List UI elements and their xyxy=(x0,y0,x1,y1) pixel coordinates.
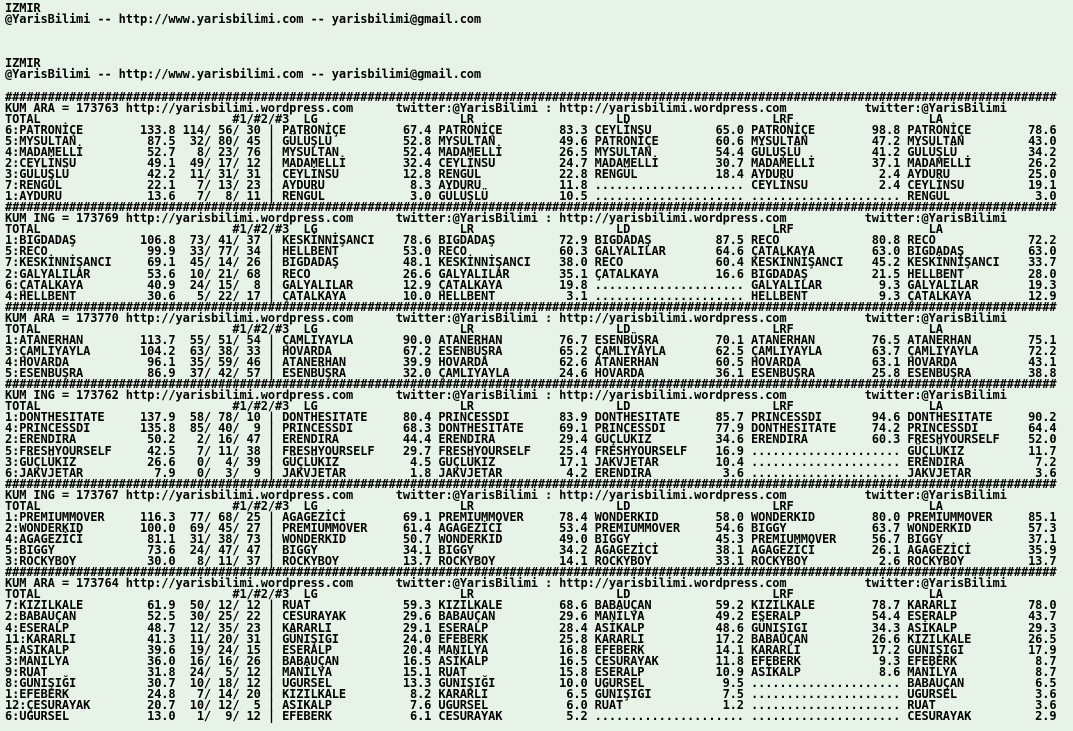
horse-row: 7:KIZILKALE 61.9 50/ 12/ 12 | RUAT 59.3 KIZILKALE 68.6 BABAUÇAN 59.2 KIZILKALE 78.7 KARARLI 78.0 xyxy=(5,598,1057,613)
horse-row: 9:RUAT 31.8 24/ 5/ 12 | MANİLYA 15.1 RUAT 15.8 ESERALP 10.9 ASİKALP 8.6 MANİLYA 8.7 xyxy=(5,664,1057,679)
horse-row: 12:ÇESURAYAK 20.7 10/ 12/ 5 | ASIKALP 7.6 UGURSEL 6.0 RUAT 1.2 ..................... RUAT 3.6 xyxy=(5,697,1057,712)
horse-row: 3:MANILYA 36.0 16/ 16/ 26 | BABAUÇAN 16.5 ASİKALP 16.5 CESURAYAK 11.8 EFEBERK 9.3 EFEBERK 8.7 xyxy=(5,653,1057,668)
horse-row: 8:GÜNIŞIĞI 30.7 10/ 18/ 12 | UGURSEL 13.3 GÜNIŞIĞI 10.0 UGURSEL 9.5 ..................... BABAUÇAN 6.5 xyxy=(5,675,1057,690)
horse-row: 4:MADAMELLİ 52.7 8/ 23/ 76 | MYSULTAN 52.4 MADAMELLİ 26.5 MYSULTAN 54.4 GÜLÜŞLÜ 41.2 GÜLÜŞLÜ 34.2 xyxy=(5,144,1057,159)
columns-header-line: TOTAL #1/#2/#3 LG LR LD LRF LA xyxy=(5,321,943,336)
horse-row: 1:PREMIUMMOVER 116.3 77/ 68/ 25 | AGAGEZİCİ 69.1 PREMIUMMOVER 78.4 WONDERKID 58.0 WONDERKID 80.0 PREMIUMMOVER 85.1 xyxy=(5,509,1057,524)
horse-row: 3:ROCKYBOY 30.0 8/ 11/ 37 | ROCKYBOY 13.7 ROCKYBOY 14.1 ROCKYBOY 33.1 ROCKYBOY 2.6 ROCKYBOY 13.7 xyxy=(5,554,1057,569)
horse-row: 1:BIGDADAŞ 106.8 73/ 41/ 37 | KESKİNNİŞANCI 78.6 BIGDADAŞ 72.9 BIGDADAŞ 87.5 RECO 80.8 RECO 72.2 xyxy=(5,233,1057,248)
blank-line xyxy=(5,25,1073,36)
horse-row: 1:ATANERHAN 113.7 55/ 51/ 54 | ÇAMLIYAYLA 90.0 ATANERHAN 76.7 ESENBÜŞRA 70.1 ATANERHAN 76.5 ATANERHAN 75.1 xyxy=(5,332,1057,347)
horse-row: 1:DONTHESITATE 137.9 58/ 78/ 10 | DONTHESITATE 80.4 PRINCESSDI 83.9 DONTHESITATE 85.7 PRINCESSDI 94.6 DONTHESITATE 90.2 xyxy=(5,410,1057,425)
contact-line: @YarisBilimi -- http://www.yarisbilimi.com -- yarisbilimi@gmail.com xyxy=(5,67,482,82)
horse-row: 3:ÇAMLIYAYLA 104.2 63/ 38/ 33 | HOVARDA 67.2 ESENBÜŞRA 65.2 ÇAMLIYAYLA 62.5 ÇAMLIYAYLA 63.7 ÇAMLIYAYLA 72.2 xyxy=(5,343,1057,358)
separator-line: #################################################################################################################################################### xyxy=(5,476,1057,491)
horse-row: 4:AGAGEZİCİ 81.1 31/ 38/ 73 | WONDERKID 50.7 WONDERKID 49.0 BIGGY 45.3 PREMIUMMOVER 56.7 BIGGY 37.1 xyxy=(5,532,1057,546)
horse-row: 5:ESENBÜŞRA 86.9 37/ 42/ 57 | ESENBÜŞRA 32.0 ÇAMLIYAYLA 24.6 HOVARDA 36.1 ESENBÜŞRA 25.8 ESENBÜŞRA 38.8 xyxy=(5,366,1057,381)
columns-header-line: TOTAL #1/#2/#3 LG LR LD LRF LA xyxy=(5,587,943,602)
race-header-line: KUM ING = 173767 http://yarisbilimi.wordpress.com twitter:@YarisBilimi : http://yarisbilimi.wordpress.com twitter:@YarisBilimi xyxy=(5,487,1007,502)
horse-row: 5:BIGGY 73.6 24/ 47/ 47 | BIGGY 34.1 BIGGY 34.2 AGAGEZİCİ 38.1 AGAGEZİCİ 26.1 AGAGEZİCİ 35.9 xyxy=(5,543,1057,558)
race-header-line: KUM ING = 173762 http://yarisbilimi.wordpress.com twitter:@YarisBilimi : http://yarisbilimi.wordpress.com twitter:@YarisBilimi xyxy=(5,388,1007,403)
horse-row: 6:ÇATALKAYA 40.9 24/ 15/ 8 | GALYALILAR 12.9 ÇATALKAYA 19.8 ..................... GALYALILAR 9.3 GALYALILAR 19.3 xyxy=(5,277,1057,292)
report-sections xyxy=(5,89,1073,723)
horse-row: 5:FRESHYOURSELF 42.5 7/ 11/ 38 | FRESHYOURSELF 29.7 FRESHYOURSELF 25.4 FRESHYOURSELF 16.9 ..................... GÜÇLÜKIZ 11.7 xyxy=(5,443,1057,458)
horse-row: 4:HOVARDA 96.1 35/ 59/ 46 | ATANERHAN 39.9 HOVARDA 62.6 ATANERHAN 60.5 HOVARDA 63.1 HOVARDA 43.1 xyxy=(5,355,1057,369)
columns-header-line: TOTAL #1/#2/#3 LG LR LD LRF LA xyxy=(5,399,943,414)
horse-row: 4:ESERALP 48.7 12/ 35/ 23 | KARARLI 29.1 ESERALP 28.4 ASİKALP 48.6 GÜNIŞIGI 34.3 ASİKALP 29.3 xyxy=(5,620,1057,635)
blank-line xyxy=(5,36,1073,47)
columns-header-line: TOTAL #1/#2/#3 LG LR LD LRF LA xyxy=(5,498,943,513)
separator-line: #################################################################################################################################################### xyxy=(5,565,1057,580)
horse-row: 2:ERENDIRA 50.2 2/ 16/ 47 | ERENDIRA 44.4 ERENDIRA 29.4 GÜÇLÜKIZ 34.6 ERENDIRA 60.3 FRESHYOURSELF 52.0 xyxy=(5,432,1057,447)
location-heading: IZMIR xyxy=(5,56,41,71)
separator-line: #################################################################################################################################################### xyxy=(5,200,1057,215)
horse-row: 2:GALYALILAR 53.6 10/ 21/ 68 | RECO 26.6 GALYALILAR 35.1 ÇATALKAYA 16.6 BIGDADAŞ 21.5 HELLBENT 28.0 xyxy=(5,266,1057,281)
race-header-line: KUM ARA = 173764 http://yarisbilimi.wordpress.com twitter:@YarisBilimi : http://yarisbilimi.wordpress.com twitter:@YarisBilimi xyxy=(5,576,1007,591)
horse-row: 1:AYDURU 13.6 7/ 8/ 11 | RENGÜL 3.0 GÜLÜŞLÜ 10.5 ..................... ..................... RENGÜL 3.0 xyxy=(5,189,1057,204)
horse-row: 5:MYSULTAN 87.5 32/ 80/ 45 | GÜLÜŞLÜ 52.8 MYSULTAN 49.6 PATRONİÇE 60.6 MYSULTAN 47.2 MYSULTAN 43.0 xyxy=(5,133,1057,148)
race-header-line: KUM ING = 173769 http://yarisbilimi.wordpress.com twitter:@YarisBilimi : http://yarisbilimi.wordpress.com twitter:@YarisBilimi xyxy=(5,211,1007,226)
separator-line: #################################################################################################################################################### xyxy=(5,377,1057,392)
race-header-line: KUM ARA = 173770 http://yarisbilimi.wordpress.com twitter:@YarisBilimi : http://yarisbilimi.wordpress.com twitter:@YarisBilimi xyxy=(5,310,1007,325)
blank-line xyxy=(5,47,1073,58)
race-header-line: KUM ARA = 173763 http://yarisbilimi.wordpress.com twitter:@YarisBilimi : http://yarisbilimi.wordpress.com twitter:@YarisBilimi xyxy=(5,100,1007,115)
horse-row: 6:PATRONİÇE 133.8 114/ 56/ 30 | PATRONİÇE 67.4 PATRONİÇE 83.3 CEYLİNSU 65.0 PATRONİÇE 98.8 PATRONİÇE 78.6 xyxy=(5,122,1057,137)
horse-row: 11:KARARLI 41.3 11/ 20/ 31 | GÜNIŞIGI 24.0 EFEBERK 25.8 KARARLI 17.2 BABAUÇAN 26.6 KIZILKALE 26.5 xyxy=(5,631,1057,646)
columns-header-line: TOTAL #1/#2/#3 LG LR LD LRF LA xyxy=(5,222,943,237)
columns-header-line: TOTAL #1/#2/#3 LG LR LD LRF LA xyxy=(5,111,943,126)
horse-row: 2:WONDERKID 100.0 69/ 45/ 27 | PREMIUMMOVER 61.4 AGAGEZİCİ 53.4 PREMIUMMOVER 54.6 BIGGY 63.7 WONDERKID 57.3 xyxy=(5,520,1057,535)
horse-row: 2:CEYLİNSU 49.1 49/ 17/ 12 | MADAMELLİ 32.4 CEYLİNSU 24.7 MADAMELLİ 30.7 MADAMELLİ 37.1 MADAMELLİ 26.2 xyxy=(5,155,1057,170)
horse-row: 1:EFEBERK 24.8 7/ 14/ 20 | KIZILKALE 8.2 KARARLI 6.5 GÜNIŞIGI 7.5 ..................... UGURSEL 3.6 xyxy=(5,686,1057,701)
horse-row: 7:RENGÜL 22.1 7/ 13/ 23 | AYDURU 8.3 AYDURU 11.8 ..................... CEYLİNSU 2.4 CEYLİNSU 19.1 xyxy=(5,178,1057,192)
horse-row: 4:HELLBENT 30.6 5/ 22/ 17 | ÇATALKAYA 10.0 HELLBENT 3.1 ..................... HELLBENT 9.3 ÇATALKAYA 12.9 xyxy=(5,288,1057,303)
horse-row: 3:GÜLÜŞLÜ 42.2 11/ 31/ 31 | CEYLİNSU 12.8 RENGÜL 22.8 RENGÜL 18.4 AYDURU 2.4 AYDURU 25.0 xyxy=(5,166,1057,181)
horse-row: 3:GÜÇLÜKIZ 26.6 0/ 4/ 39 | GÜÇLÜKIZ 4.5 GÜÇLÜKIZ 17.1 JAKVJETAR 10.4 ..................... ERENDIRA 7.2 xyxy=(5,454,1057,469)
horse-row: 5:ASIKALP 39.6 19/ 24/ 15 | ESERALP 20.4 MANILYA 16.8 EFEBERK 14.1 KARARLI 17.2 GÜNIŞIGI 17.9 xyxy=(5,642,1057,657)
horse-row: 7:KESKİNNİŞANCI 69.1 45/ 14/ 26 | BIGDADAŞ 48.1 KESKİNNİŞANCI 38.0 RECO 60.4 KESKİNNİŞANCI 45.2 KESKİNNİŞANCI 33.7 xyxy=(5,255,1057,270)
horse-row: 4:PRINCESSDI 135.8 85/ 40/ 9 | PRINCESSDI 68.3 DONTHESITATE 69.1 PRINCESSDI 77.9 DONTHESITATE 74.2 PRINCESSDI 64.4 xyxy=(5,421,1057,436)
horse-row: 2:BABAUÇAN 52.5 30/ 25/ 22 | CESURAYAK 29.6 BABAUÇAN 29.6 MANİLYA 49.2 ESERALP 54.4 ESERALP 43.7 xyxy=(5,609,1057,624)
horse-row: 6:JAKVJETAR 7.9 0/ 3/ 9 | JAKVJETAR 1.8 JAKVJETAR 4.2 ERENDIRA 3.6 ..................... JAKVJETAR 3.6 xyxy=(5,465,1057,480)
separator-line: #################################################################################################################################################### xyxy=(5,89,1057,104)
horse-row: 5:RECO 99.9 33/ 77/ 34 | HELLBENT 53.0 RECO 60.3 GALYALILAR 64.6 ÇATALKAYA 63.0 BIGDADAŞ 63.0 xyxy=(5,244,1057,259)
separator-line: #################################################################################################################################################### xyxy=(5,299,1057,314)
horse-row: 6:UGURSEL 13.0 1/ 9/ 12 | EFEBERK 6.1 CESURAYAK 5.2 ..................... ..................... CESURAYAK 2.9 xyxy=(5,709,1057,723)
contact-line: @YarisBilimi -- http://www.yarisbilimi.com -- yarisbilimi@gmail.com xyxy=(5,12,482,27)
location-heading: IZMIR xyxy=(5,1,41,15)
